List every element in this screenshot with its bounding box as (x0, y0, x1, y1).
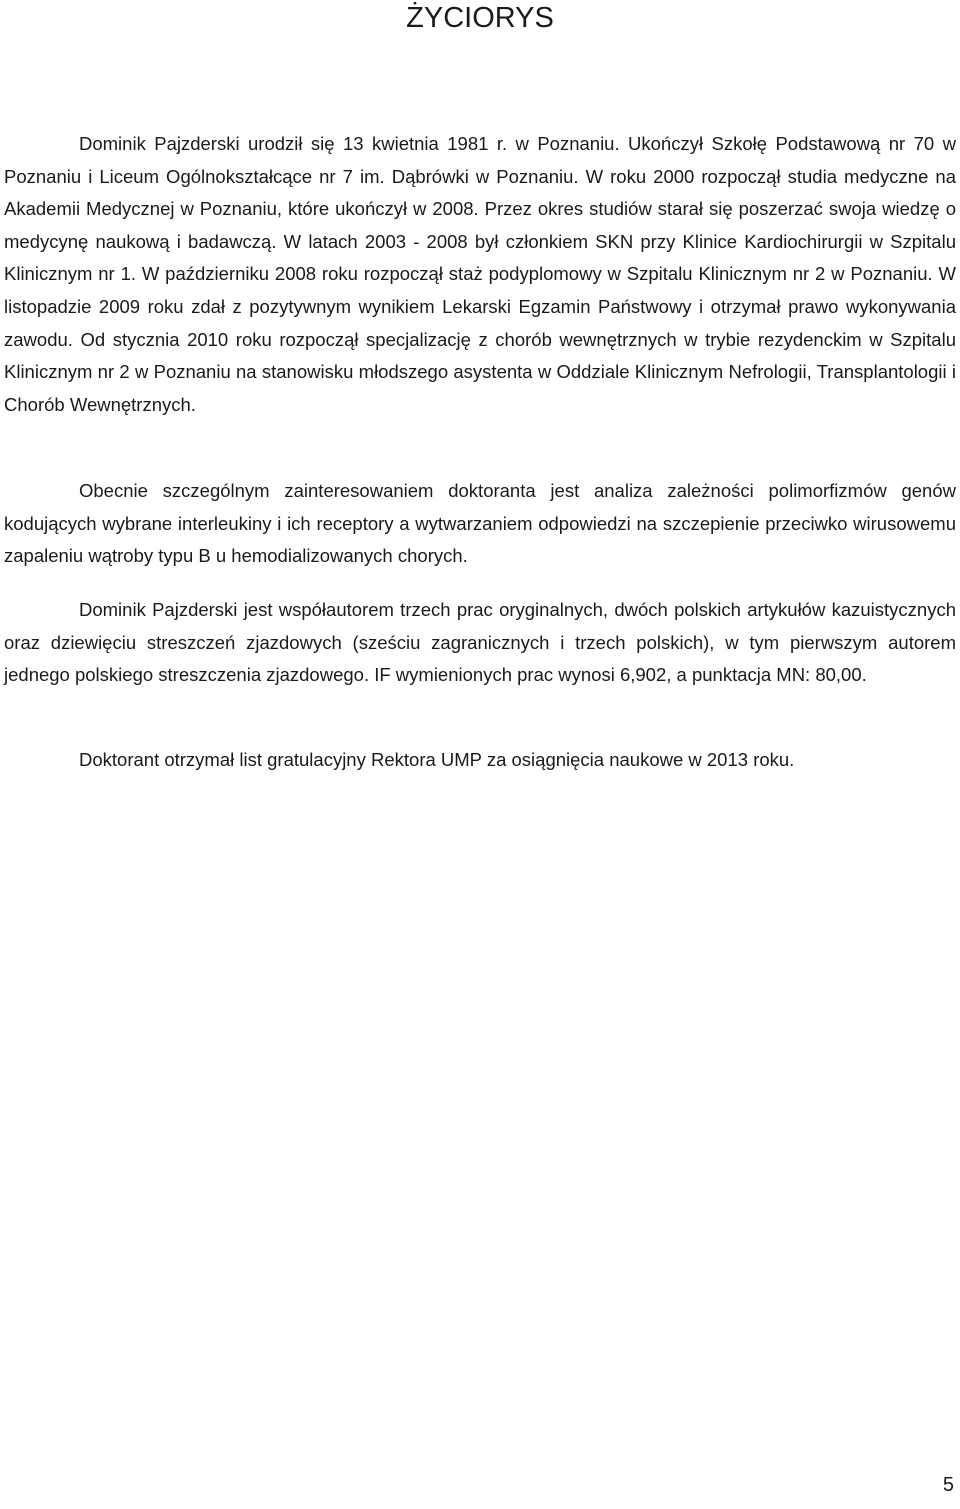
paragraph-publications: Dominik Pajzderski jest współautorem trzech prac oryginalnych, dwóch polskich artykułów kazuistycznych oraz dziewięciu streszczeń zjazdowych (sześciu zagranicznych i trzech polskich), w tym pierwszym autorem jednego polskiego streszczenia zjazdowego. IF wymienionych prac wynosi 6,902, a punktacja MN: 80,00. (4, 599, 956, 686)
page-number: 5 (942, 1474, 954, 1496)
paragraph-biography: Dominik Pajzderski urodził się 13 kwietnia 1981 r. w Poznaniu. Ukończył Szkołę Podstawową nr 70 w Poznaniu i Liceum Ogólnokształcące nr 7 im. Dąbrówki w Poznaniu. W roku 2000 rozpoczął studia medyczne na Akademii Medycznej w Poznaniu, które ukończył w 2008. Przez okres studiów starał się poszerzać swoja wiedzę o medycynę naukową i badawczą. W latach 2003 - 2008 był członkiem SKN przy Klinice Kardiochirurgii w Szpitalu Klinicznym nr 1. W październiku 2008 roku rozpoczął staż podyplomowy w Szpitalu Klinicznym nr 2 w Poznaniu. W listopadzie 2009 roku zdał z pozytywnym wynikiem Lekarski Egzamin Państwowy i otrzymał prawo wykonywania zawodu. Od stycznia 2010 roku rozpoczął specjalizację z chorób wewnętrznych w trybie rezydenckim w Szpitalu Klinicznym nr 2 w Poznaniu na stanowisku młodszego asystenta w Oddziale Klinicznym Nefrologii, Transplantologii i Chorób Wewnętrznych. (4, 133, 956, 415)
paragraph-award: Doktorant otrzymał list gratulacyjny Rektora UMP za osiągnięcia naukowe w 2013 roku. (79, 749, 795, 770)
paragraph-research-interests: Obecnie szczególnym zainteresowaniem doktoranta jest analiza zależności polimorfizmów genów kodujących wybrane interleukiny i ich receptory a wytwarzaniem odpowiedzi na szczepienie przeciwko wirusowemu zapaleniu wątroby typu B u hemodializowanych chorych. (4, 480, 956, 567)
page-title: ŻYCIORYS (406, 2, 554, 34)
